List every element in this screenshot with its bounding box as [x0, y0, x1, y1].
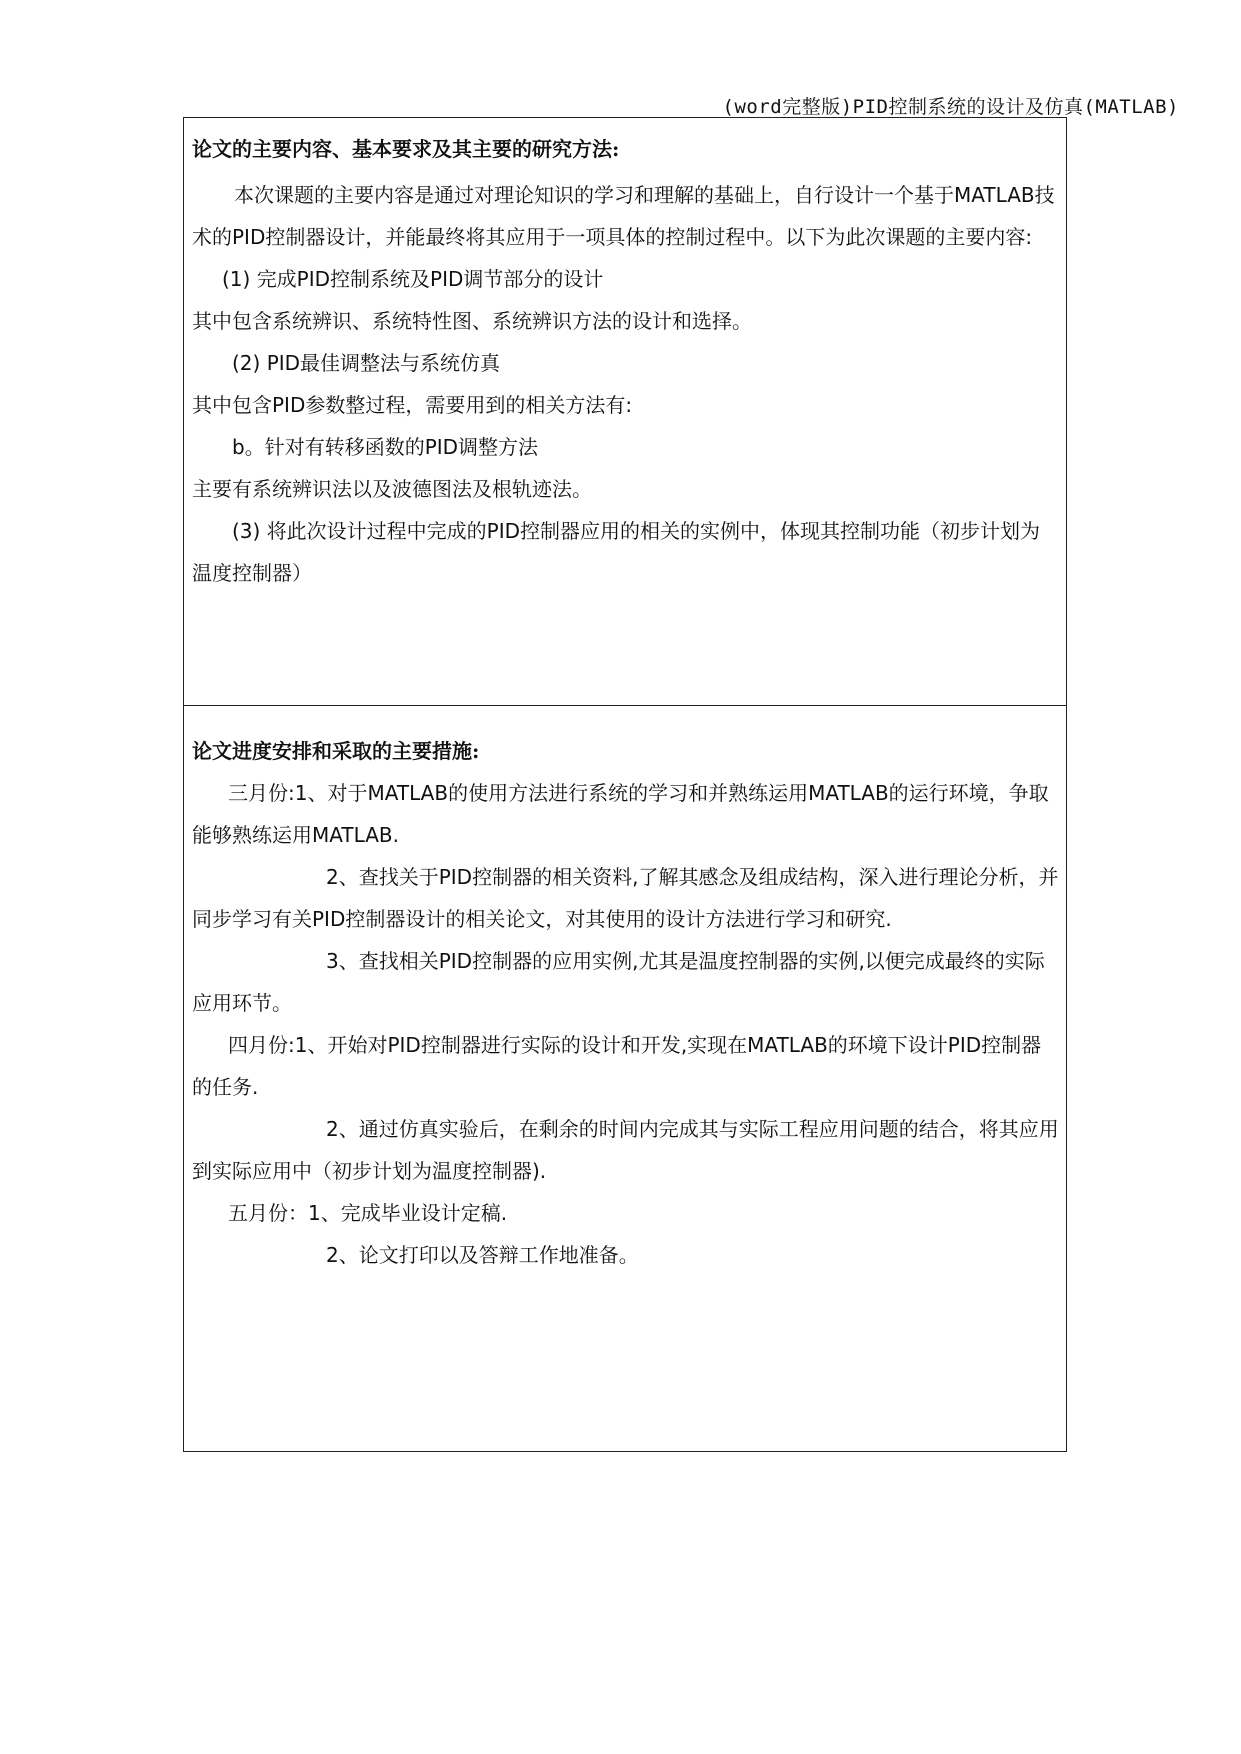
schedule-cell — [184, 706, 1066, 1451]
paragraph: (2) PID最佳调整法与系统仿真 — [232, 351, 501, 375]
paragraph: 2、查找关于PID控制器的相关资料,了解其感念及组成结构，深入进行理论分析，并同步学习有关PID控制器设计的相关论文，对其使用的设计方法进行学习和研究. — [192, 865, 1059, 931]
paragraph: 2、论文打印以及答辩工作地准备。 — [326, 1243, 639, 1267]
paragraph: 3、查找相关PID控制器的应用实例,尤其是温度控制器的实例,以便完成最终的实际应用环节。 — [192, 949, 1045, 1015]
paragraph: 本次课题的主要内容是通过对理论知识的学习和理解的基础上，自行设计一个基于MATLAB技术的PID控制器设计，并能最终将其应用于一项具体的控制过程中。以下为此次课题的主要内容: — [192, 183, 1055, 249]
content-cell — [184, 118, 1066, 706]
document-table — [183, 117, 1067, 1452]
paragraph: 四月份:1、开始对PID控制器进行实际的设计和开发,实现在MATLAB的环境下设计PID控制器的任务. — [192, 1033, 1042, 1099]
page-header-title: (word完整版)PID控制系统的设计及仿真(MATLAB) — [722, 96, 1179, 118]
paragraph: 三月份:1、对于MATLAB的使用方法进行系统的学习和并熟练运用MATLAB的运行环境，争取能够熟练运用MATLAB. — [192, 781, 1049, 847]
paragraph: 2、通过仿真实验后，在剩余的时间内完成其与实际工程应用问题的结合，将其应用到实际应用中（初步计划为温度控制器). — [192, 1117, 1059, 1183]
section-heading: 论文的主要内容、基本要求及其主要的研究方法: — [192, 137, 620, 161]
paragraph: b。针对有转移函数的PID调整方法 — [232, 435, 539, 459]
paragraph: (1) 完成PID控制系统及PID调节部分的设计 — [222, 267, 604, 291]
paragraph: 其中包含PID参数整过程，需要用到的相关方法有: — [192, 393, 633, 417]
paragraph: 其中包含系统辨识、系统特性图、系统辨识方法的设计和选择。 — [192, 309, 752, 333]
paragraph: (3) 将此次设计过程中完成的PID控制器应用的相关的实例中，体现其控制功能（初步计划为温度控制器） — [192, 519, 1041, 585]
paragraph: 主要有系统辨识法以及波德图法及根轨迹法。 — [192, 477, 592, 501]
section-heading: 论文进度安排和采取的主要措施: — [192, 739, 480, 763]
paragraph: 五月份：1、完成毕业设计定稿. — [228, 1201, 508, 1225]
